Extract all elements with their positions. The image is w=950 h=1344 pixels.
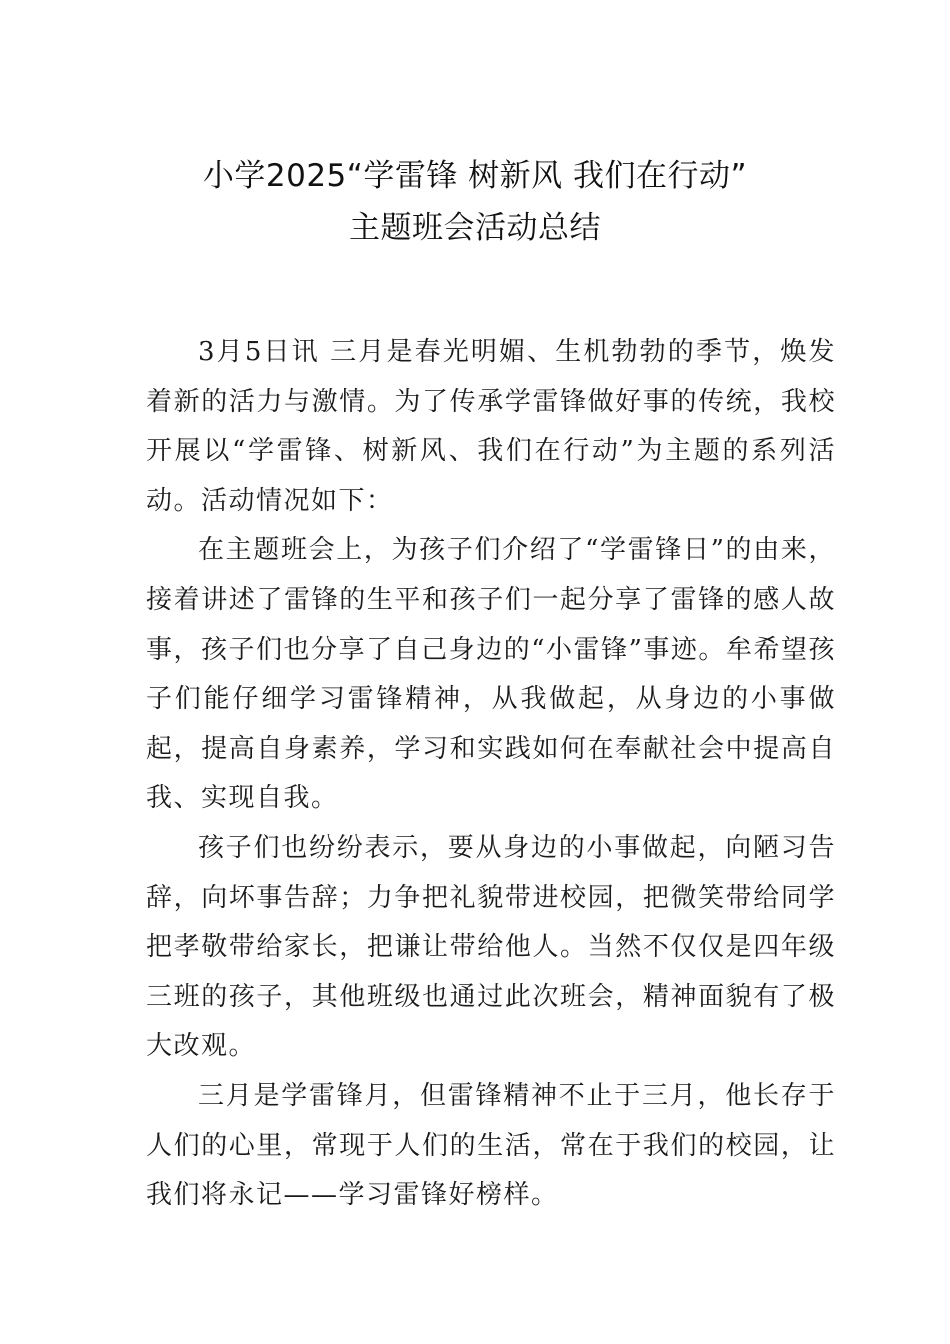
- document-title: [100, 150, 850, 254]
- paragraph-3: 孩子们也纷纷表示，要从身边的小事做起，向陋习告辞，向坏事告辞；力争把礼貌带进校园，把微笑带给同学把孝敬带给家长，把谦让带给他人。当然不仅仅是四年级三班的孩子，其他班级也通过此次班会，精神面貌有了极大改观。: [146, 832, 836, 1062]
- paragraph-2: 在主题班会上，为孩子们介绍了“学雷锋日”的由来，接着讲述了雷锋的生平和孩子们一起分享了雷锋的感人故事，孩子们也分享了自己身边的“小雷锋”事迹。牟希望孩子们能仔细学习雷锋精神，从我做起，从身边的小事做起，提高自身素养，学习和实践如何在奉献社会中提高自我、实现自我。: [146, 535, 836, 814]
- document-body: [146, 328, 836, 1221]
- paragraph-1: 3月5日讯 三月是春光明媚、生机勃勃的季节，焕发着新的活力与激情。为了传承学雷锋做好事的传统，我校开展以“学雷锋、树新风、我们在行动”为主题的系列活动。活动情况如下：: [146, 337, 836, 516]
- title-line-1: 小学2025“学雷锋 树新风 我们在行动”: [202, 158, 748, 194]
- paragraph-4: 三月是学雷锋月，但雷锋精神不止于三月，他长存于人们的心里，常现于人们的生活，常在于我们的校园，让我们将永记——学习雷锋好榜样。: [146, 1080, 836, 1211]
- title-line-2: 主题班会活动总结: [349, 210, 601, 246]
